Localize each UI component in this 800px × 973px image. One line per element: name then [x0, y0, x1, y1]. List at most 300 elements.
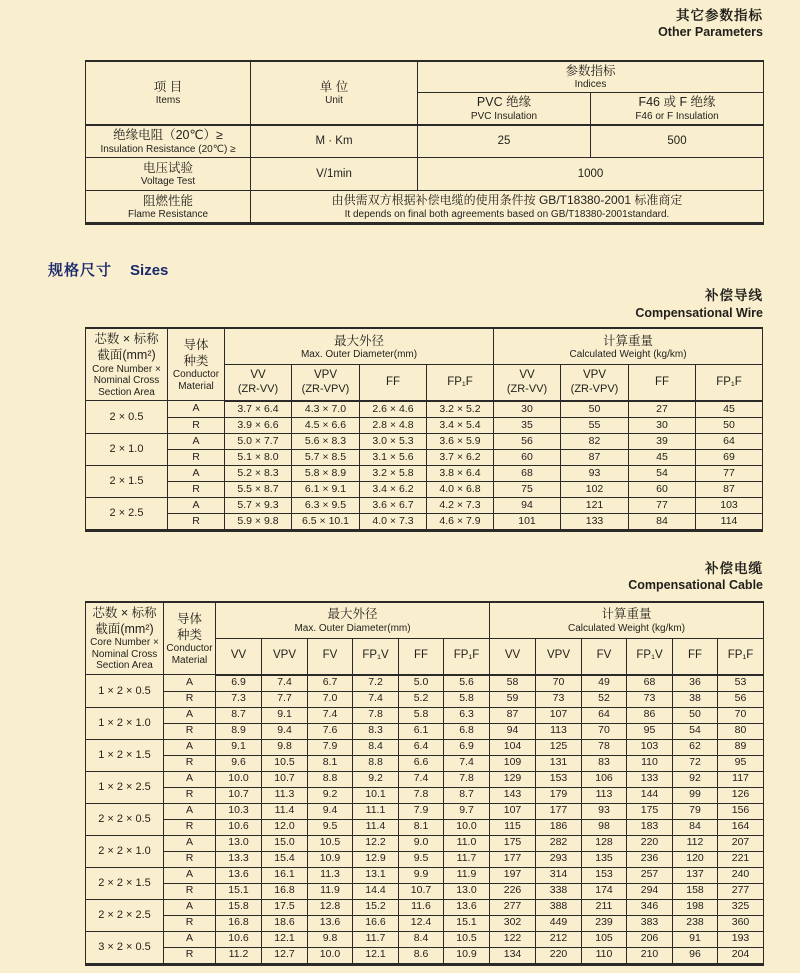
value-cell: 55 — [561, 417, 629, 433]
table-header-row — [86, 61, 764, 93]
value-cell: 206 — [627, 931, 673, 947]
material-header-zh2: 种类 — [176, 627, 202, 642]
value-cell: 69 — [696, 449, 763, 465]
cable-type-column-header — [308, 639, 353, 675]
value-cell: 128 — [582, 835, 627, 851]
value-cell: 10.0 — [308, 947, 353, 964]
value-cell: 4.0 × 7.3 — [360, 513, 427, 530]
cable-type-label: FP₁F — [727, 649, 754, 662]
value-cell: 12.1 — [353, 947, 399, 964]
value-cell: 9.6 — [216, 755, 262, 771]
value-cell: 9.9 — [399, 867, 444, 883]
value-cell: 226 — [490, 883, 536, 899]
value-cell: 38 — [673, 691, 718, 707]
value-cell: 59 — [490, 691, 536, 707]
value-cell: 211 — [582, 899, 627, 915]
value-cell: 236 — [627, 851, 673, 867]
value-cell: 11.4 — [353, 819, 399, 835]
value-cell: 8.8 — [353, 755, 399, 771]
value-cell: 13.6 — [444, 899, 490, 915]
value-cell: 53 — [718, 675, 764, 692]
material-cell: A — [168, 401, 225, 418]
value-cell: 175 — [490, 835, 536, 851]
cable-type-label: VPV — [582, 369, 606, 382]
value-cell: 7.9 — [399, 803, 444, 819]
cable-type-label: VV — [230, 649, 247, 662]
value-cell: 5.2 × 8.3 — [225, 465, 292, 481]
material-cell: R — [168, 513, 225, 530]
value-cell: 175 — [627, 803, 673, 819]
table-row — [86, 465, 763, 481]
value-cell: 282 — [536, 835, 582, 851]
value-cell: 8.8 — [308, 771, 353, 787]
value-cell: 5.7 × 8.5 — [292, 449, 360, 465]
value-cell: 7.4 — [444, 755, 490, 771]
cable-type-column-header — [216, 639, 262, 675]
value-cell: 49 — [582, 675, 627, 692]
value-cell: 11.9 — [444, 867, 490, 883]
size-cell: 1 × 2 × 1.0 — [86, 707, 164, 739]
value-cell: 113 — [582, 787, 627, 803]
value-cell: 238 — [673, 915, 718, 931]
material-cell: A — [168, 497, 225, 513]
value-cell: 156 — [718, 803, 764, 819]
value-cell: 86 — [627, 707, 673, 723]
value-cell: 8.1 — [399, 819, 444, 835]
value-cell: 4.3 × 7.0 — [292, 401, 360, 418]
value-cell: 16.8 — [262, 883, 308, 899]
value-cell: 212 — [536, 931, 582, 947]
value-cell: 11.1 — [353, 803, 399, 819]
value-cell: 50 — [673, 707, 718, 723]
value-cell: 383 — [627, 915, 673, 931]
value-cell: 73 — [627, 691, 673, 707]
other-parameters-heading — [0, 8, 763, 41]
table-header-row — [86, 328, 763, 365]
cable-type-column-header — [353, 639, 399, 675]
value-cell: 338 — [536, 883, 582, 899]
cable-type-column-header — [360, 365, 427, 401]
value-cell: 5.6 — [444, 675, 490, 692]
value-cell: 7.4 — [399, 771, 444, 787]
value-cell: 5.7 × 9.3 — [225, 497, 292, 513]
value-cell: 6.1 × 9.1 — [292, 481, 360, 497]
cable-type-column-header — [673, 639, 718, 675]
table-row — [86, 803, 764, 819]
value-cell: 6.5 × 10.1 — [292, 513, 360, 530]
value-cell: 8.7 — [444, 787, 490, 803]
size-header-en: Core Number × Nominal Cross Section Area — [92, 363, 161, 398]
value-cell: 84 — [673, 819, 718, 835]
table-row-flame-resistance — [86, 191, 764, 224]
value-cell: 7.2 — [353, 675, 399, 692]
material-cell: R — [164, 819, 216, 835]
value-cell: 6.6 — [399, 755, 444, 771]
value-cell: 9.2 — [308, 787, 353, 803]
material-cell: R — [164, 851, 216, 867]
size-header-en: Core Number × Nominal Cross Section Area — [90, 637, 159, 672]
table-row — [86, 497, 763, 513]
calculated-weight-group-header — [490, 602, 764, 639]
value-cell: 50 — [696, 417, 763, 433]
value-cell: 15.0 — [262, 835, 308, 851]
size-header-zh1: 芯数 × 标称 — [94, 332, 159, 347]
value-cell: 7.9 — [308, 739, 353, 755]
table-row — [86, 417, 763, 433]
f46-value-cell: 500 — [591, 125, 764, 158]
flame-value-cell — [251, 191, 764, 224]
cable-type-column-header — [561, 365, 629, 401]
value-cell: 9.1 — [262, 707, 308, 723]
row-label-cell — [86, 191, 251, 224]
value-cell: 12.0 — [262, 819, 308, 835]
size-cell: 2 × 2 × 2.5 — [86, 899, 164, 931]
value-cell: 7.7 — [262, 691, 308, 707]
cable-type-label: FP₁V — [636, 649, 663, 662]
value-cell: 3.0 × 5.3 — [360, 433, 427, 449]
value-cell: 3.2 × 5.8 — [360, 465, 427, 481]
value-cell: 103 — [696, 497, 763, 513]
value-cell: 7.3 — [216, 691, 262, 707]
value-cell: 107 — [536, 707, 582, 723]
cable-type-label: FP₁V — [362, 649, 389, 662]
value-cell: 126 — [718, 787, 764, 803]
value-cell: 13.3 — [216, 851, 262, 867]
cable-type-column-header — [536, 639, 582, 675]
value-cell: 5.8 × 8.9 — [292, 465, 360, 481]
value-cell: 64 — [696, 433, 763, 449]
material-cell: R — [168, 449, 225, 465]
value-cell: 3.6 × 6.7 — [360, 497, 427, 513]
value-cell: 3.2 × 5.2 — [427, 401, 494, 418]
value-cell: 58 — [490, 675, 536, 692]
f46-header-en: F46 or F Insulation — [635, 110, 719, 122]
value-cell: 27 — [629, 401, 696, 418]
value-cell: 449 — [536, 915, 582, 931]
value-cell: 5.5 × 8.7 — [225, 481, 292, 497]
value-cell: 179 — [536, 787, 582, 803]
value-cell: 277 — [718, 883, 764, 899]
material-cell: R — [164, 947, 216, 964]
weight-group-en: Calculated Weight (kg/km) — [569, 348, 687, 360]
weight-group-zh: 计算重量 — [601, 607, 652, 622]
value-cell: 102 — [561, 481, 629, 497]
cable-type-column-header — [427, 365, 494, 401]
value-cell: 5.8 — [399, 707, 444, 723]
diameter-group-zh: 最大外径 — [327, 607, 378, 622]
cable-type-label: FF — [654, 375, 670, 388]
cable-type-sublabel: (ZR-VV) — [237, 382, 279, 395]
value-cell: 13.6 — [308, 915, 353, 931]
value-cell: 70 — [582, 723, 627, 739]
value-cell: 45 — [696, 401, 763, 418]
value-cell: 11.7 — [444, 851, 490, 867]
value-cell: 35 — [494, 417, 561, 433]
value-cell: 17.5 — [262, 899, 308, 915]
row-label-en: Insulation Resistance (20℃) ≥ — [100, 143, 236, 155]
voltage-value-cell: 1000 — [418, 158, 764, 191]
value-cell: 13.1 — [353, 867, 399, 883]
cable-type-label: FP₁F — [716, 375, 742, 388]
value-cell: 9.8 — [308, 931, 353, 947]
value-cell: 133 — [627, 771, 673, 787]
value-cell: 12.8 — [308, 899, 353, 915]
cable-type-sublabel: (ZR-VPV) — [570, 382, 619, 395]
table-row — [86, 787, 764, 803]
value-cell: 15.1 — [216, 883, 262, 899]
cable-type-column-header — [399, 639, 444, 675]
value-cell: 6.9 — [444, 739, 490, 755]
value-cell: 15.8 — [216, 899, 262, 915]
cable-type-sublabel: (ZR-VV) — [506, 382, 548, 395]
value-cell: 107 — [490, 803, 536, 819]
f46-header-zh: F46 或 F 绝缘 — [638, 95, 716, 110]
value-cell: 220 — [627, 835, 673, 851]
value-cell: 112 — [673, 835, 718, 851]
material-cell: A — [164, 867, 216, 883]
value-cell: 36 — [673, 675, 718, 692]
table-row — [86, 947, 764, 964]
value-cell: 4.6 × 7.9 — [427, 513, 494, 530]
row-label-zh: 电压试验 — [142, 161, 193, 176]
value-cell: 7.0 — [308, 691, 353, 707]
value-cell: 115 — [490, 819, 536, 835]
value-cell: 210 — [627, 947, 673, 964]
material-cell: R — [164, 691, 216, 707]
diameter-group-zh: 最大外径 — [333, 333, 384, 348]
value-cell: 91 — [673, 931, 718, 947]
value-cell: 134 — [490, 947, 536, 964]
value-cell: 101 — [494, 513, 561, 530]
value-cell: 10.1 — [353, 787, 399, 803]
value-cell: 125 — [536, 739, 582, 755]
value-cell: 87 — [561, 449, 629, 465]
table-row — [86, 883, 764, 899]
value-cell: 82 — [561, 433, 629, 449]
calculated-weight-group-header — [494, 328, 763, 365]
cable-type-column-header — [718, 639, 764, 675]
value-cell: 10.9 — [308, 851, 353, 867]
value-cell: 7.8 — [353, 707, 399, 723]
value-cell: 388 — [536, 899, 582, 915]
value-cell: 3.9 × 6.6 — [225, 417, 292, 433]
value-cell: 92 — [673, 771, 718, 787]
value-cell: 133 — [561, 513, 629, 530]
material-cell: R — [164, 915, 216, 931]
value-cell: 8.3 — [353, 723, 399, 739]
f46-insulation-header — [591, 93, 764, 125]
material-cell: R — [164, 723, 216, 739]
value-cell: 11.7 — [353, 931, 399, 947]
value-cell: 94 — [490, 723, 536, 739]
value-cell: 153 — [582, 867, 627, 883]
value-cell: 11.0 — [444, 835, 490, 851]
value-cell: 3.4 × 5.4 — [427, 417, 494, 433]
value-cell: 16.6 — [353, 915, 399, 931]
material-header-en1: Conductor — [166, 643, 213, 655]
value-cell: 9.8 — [262, 739, 308, 755]
compensational-cable-table — [85, 601, 764, 966]
value-cell: 7.4 — [308, 707, 353, 723]
value-cell: 18.6 — [262, 915, 308, 931]
value-cell: 3.8 × 6.4 — [427, 465, 494, 481]
row-label-en: Flame Resistance — [127, 208, 209, 220]
value-cell: 257 — [627, 867, 673, 883]
cable-type-label: VPV — [313, 369, 337, 382]
value-cell: 87 — [490, 707, 536, 723]
value-cell: 110 — [627, 755, 673, 771]
size-cell: 2 × 1.0 — [86, 433, 168, 465]
value-cell: 11.3 — [308, 867, 353, 883]
size-cell: 1 × 2 × 1.5 — [86, 739, 164, 771]
sizes-heading-zh: 规格尺寸 — [48, 262, 113, 279]
value-cell: 7.4 — [262, 675, 308, 692]
value-cell: 5.0 — [399, 675, 444, 692]
material-header-en1: Conductor — [172, 369, 220, 381]
value-cell: 6.3 — [444, 707, 490, 723]
cable-type-column-header — [494, 365, 561, 401]
value-cell: 6.1 — [399, 723, 444, 739]
value-cell: 9.7 — [444, 803, 490, 819]
material-header-zh2: 种类 — [183, 354, 209, 369]
material-cell: A — [168, 433, 225, 449]
material-cell: R — [164, 755, 216, 771]
material-header-zh1: 导体 — [183, 337, 209, 352]
value-cell: 135 — [582, 851, 627, 867]
value-cell: 11.2 — [216, 947, 262, 964]
material-cell: R — [164, 787, 216, 803]
value-cell: 177 — [536, 803, 582, 819]
value-cell: 10.6 — [216, 819, 262, 835]
value-cell: 293 — [536, 851, 582, 867]
value-cell: 5.8 — [444, 691, 490, 707]
unit-column-header — [251, 61, 418, 125]
material-cell: A — [164, 771, 216, 787]
value-cell: 10.3 — [216, 803, 262, 819]
material-cell: A — [164, 707, 216, 723]
value-cell: 221 — [718, 851, 764, 867]
value-cell: 2.8 × 4.8 — [360, 417, 427, 433]
value-cell: 77 — [629, 497, 696, 513]
value-cell: 95 — [718, 755, 764, 771]
diameter-group-en: Max. Outer Diameter(mm) — [300, 348, 418, 360]
unit-header-zh: 单 位 — [319, 79, 349, 94]
value-cell: 11.9 — [308, 883, 353, 899]
value-cell: 239 — [582, 915, 627, 931]
value-cell: 10.9 — [444, 947, 490, 964]
unit-cell: M · Km — [251, 125, 418, 158]
value-cell: 83 — [582, 755, 627, 771]
sizes-heading-en: Sizes — [130, 262, 169, 279]
value-cell: 10.6 — [216, 931, 262, 947]
value-cell: 78 — [582, 739, 627, 755]
value-cell: 117 — [718, 771, 764, 787]
value-cell: 198 — [673, 899, 718, 915]
value-cell: 96 — [673, 947, 718, 964]
value-cell: 13.6 — [216, 867, 262, 883]
value-cell: 10.0 — [216, 771, 262, 787]
value-cell: 8.4 — [353, 739, 399, 755]
size-column-header — [86, 328, 168, 401]
value-cell: 109 — [490, 755, 536, 771]
value-cell: 131 — [536, 755, 582, 771]
cable-type-column-header — [627, 639, 673, 675]
cable-type-label: VV — [250, 369, 266, 382]
value-cell: 113 — [536, 723, 582, 739]
cable-type-column-header — [629, 365, 696, 401]
value-cell: 5.1 × 8.0 — [225, 449, 292, 465]
cable-type-column-header — [444, 639, 490, 675]
table-row — [86, 819, 764, 835]
table-row — [86, 401, 763, 418]
cable-type-label: FP₁F — [453, 649, 480, 662]
value-cell: 80 — [718, 723, 764, 739]
value-cell: 3.7 × 6.2 — [427, 449, 494, 465]
value-cell: 6.8 — [444, 723, 490, 739]
cable-type-column-header — [262, 639, 308, 675]
indices-header-zh: 参数指标 — [565, 63, 616, 78]
material-cell: A — [164, 803, 216, 819]
material-cell: R — [168, 417, 225, 433]
value-cell: 8.4 — [399, 931, 444, 947]
size-cell: 2 × 2 × 1.5 — [86, 867, 164, 899]
value-cell: 7.8 — [399, 787, 444, 803]
value-cell: 15.1 — [444, 915, 490, 931]
value-cell: 8.9 — [216, 723, 262, 739]
value-cell: 9.4 — [262, 723, 308, 739]
material-cell: A — [164, 675, 216, 692]
cable-type-column-header — [696, 365, 763, 401]
value-cell: 121 — [561, 497, 629, 513]
cable-type-column-header — [582, 639, 627, 675]
value-cell: 93 — [582, 803, 627, 819]
value-cell: 5.6 × 8.3 — [292, 433, 360, 449]
flame-value-en: It depends on final both agreements based on GB/T18380-2001standard. — [344, 208, 670, 220]
cable-type-label: FP₁F — [447, 375, 473, 388]
material-column-header — [164, 602, 216, 675]
value-cell: 277 — [490, 899, 536, 915]
table-row — [86, 481, 763, 497]
value-cell: 4.5 × 6.6 — [292, 417, 360, 433]
value-cell: 10.7 — [399, 883, 444, 899]
value-cell: 9.1 — [216, 739, 262, 755]
value-cell: 84 — [629, 513, 696, 530]
value-cell: 106 — [582, 771, 627, 787]
material-header-en2: Material — [178, 380, 214, 392]
max-outer-diameter-group-header — [216, 602, 490, 639]
table-row — [86, 851, 764, 867]
value-cell: 12.4 — [399, 915, 444, 931]
size-cell: 2 × 0.5 — [86, 401, 168, 434]
value-cell: 360 — [718, 915, 764, 931]
value-cell: 12.1 — [262, 931, 308, 947]
value-cell: 105 — [582, 931, 627, 947]
material-cell: A — [164, 899, 216, 915]
value-cell: 94 — [494, 497, 561, 513]
weight-group-en: Calculated Weight (kg/km) — [567, 622, 686, 634]
value-cell: 10.7 — [262, 771, 308, 787]
table-row — [86, 867, 764, 883]
cable-type-column-header — [225, 365, 292, 401]
cable-type-label: VV — [504, 649, 521, 662]
value-cell: 220 — [536, 947, 582, 964]
table-row — [86, 691, 764, 707]
value-cell: 70 — [718, 707, 764, 723]
value-cell: 13.0 — [444, 883, 490, 899]
size-cell: 2 × 2.5 — [86, 497, 168, 530]
indices-group-header — [418, 61, 764, 93]
table-row — [86, 513, 763, 530]
